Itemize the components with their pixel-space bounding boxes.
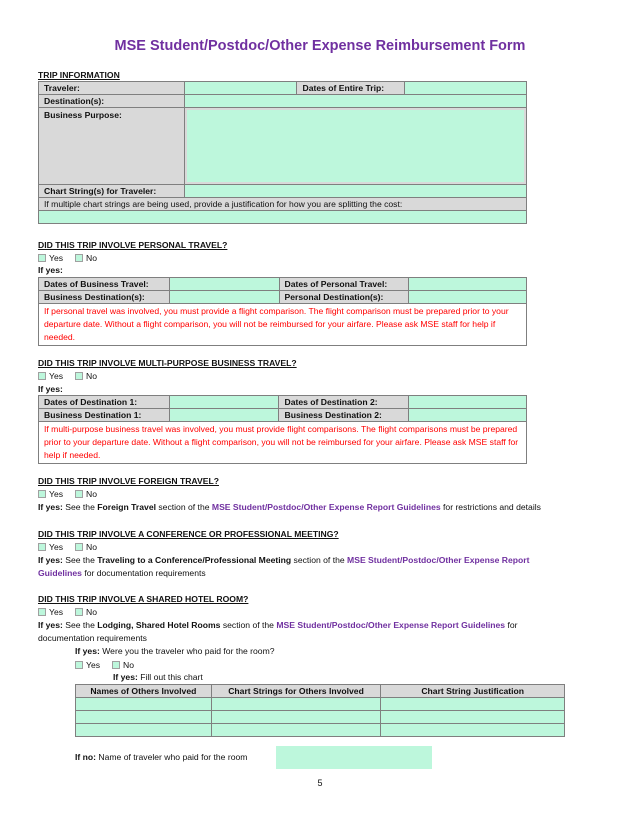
hotel-paid-question — [75, 645, 275, 658]
dates-entire-trip-field[interactable] — [405, 82, 527, 95]
business-dest1-label: Business Destination 1: — [39, 409, 170, 422]
yes-label: Yes — [86, 660, 101, 670]
checkbox-icon[interactable] — [75, 254, 83, 262]
no-label: No — [86, 489, 98, 499]
name-cell[interactable] — [76, 698, 212, 711]
foreign-instructions — [38, 501, 598, 514]
foreign-heading: DID THIS TRIP INVOLVE FOREIGN TRAVEL? — [38, 476, 219, 486]
business-dest2-label: Business Destination 2: — [279, 409, 409, 422]
hotel-chart-instruction — [113, 671, 203, 684]
text: See the — [62, 620, 98, 630]
dates-business-label: Dates of Business Travel: — [39, 278, 170, 291]
guidelines-link[interactable]: MSE Student/Postdoc/Other Expense Report Guidelines — [211, 502, 441, 512]
others-involved-table — [75, 684, 565, 737]
multi-purpose-no[interactable] — [75, 371, 97, 381]
personal-travel-no[interactable] — [75, 253, 97, 263]
hotel-yes[interactable] — [38, 607, 63, 617]
text: section of the — [291, 555, 348, 565]
foreign-options — [38, 489, 97, 499]
instruction-text: Fill out this chart — [137, 672, 203, 682]
chart-string-cell[interactable] — [211, 711, 381, 724]
section-name: Foreign Travel — [97, 502, 156, 512]
hotel-instructions — [38, 619, 568, 645]
no-label: No — [86, 253, 98, 263]
justification-cell[interactable] — [381, 698, 565, 711]
conference-instructions — [38, 554, 573, 580]
if-yes-label: If yes: — [75, 646, 100, 656]
conference-yes[interactable] — [38, 542, 63, 552]
personal-travel-options — [38, 253, 97, 263]
table-row — [76, 724, 565, 737]
text: for restrictions and details — [440, 502, 541, 512]
multi-purpose-heading: DID THIS TRIP INVOLVE MULTI-PURPOSE BUSINESS TRAVEL? — [38, 358, 297, 368]
checkbox-icon[interactable] — [75, 490, 83, 498]
justification-field[interactable] — [39, 211, 527, 224]
checkbox-icon[interactable] — [112, 661, 120, 669]
justification-prompt: If multiple chart strings are being used, provide a justification for how you are splitting the cost: — [39, 198, 527, 211]
checkbox-icon[interactable] — [38, 254, 46, 262]
trip-info-heading: TRIP INFORMATION — [38, 70, 120, 80]
chart-string-label: Chart String(s) for Traveler: — [39, 185, 185, 198]
business-purpose-field[interactable] — [187, 110, 524, 182]
page-number: 5 — [317, 778, 323, 788]
chart-string-cell[interactable] — [211, 698, 381, 711]
column-header-justification: Chart String Justification — [381, 685, 565, 698]
dates-entire-trip-label: Dates of Entire Trip: — [297, 82, 405, 95]
hotel-paid-yes[interactable] — [75, 660, 100, 670]
hotel-no[interactable] — [75, 607, 97, 617]
chart-string-cell[interactable] — [211, 724, 381, 737]
business-dest-label: Business Destination(s): — [39, 291, 170, 304]
hotel-paid-no[interactable] — [112, 660, 134, 670]
foreign-no[interactable] — [75, 489, 97, 499]
multi-if-yes: If yes: — [38, 384, 63, 394]
dates-dest2-label: Dates of Destination 2: — [279, 396, 409, 409]
checkbox-icon[interactable] — [75, 661, 83, 669]
justification-cell[interactable] — [381, 711, 565, 724]
personal-travel-heading: DID THIS TRIP INVOLVE PERSONAL TRAVEL? — [38, 240, 228, 250]
column-header-chart-strings: Chart Strings for Others Involved — [211, 685, 381, 698]
guidelines-link[interactable]: MSE Student/Postdoc/Other Expense Report Guidelines — [276, 620, 506, 630]
conference-no[interactable] — [75, 542, 97, 552]
dates-personal-field[interactable] — [409, 278, 527, 291]
table-row — [76, 698, 565, 711]
checkbox-icon[interactable] — [38, 543, 46, 551]
checkbox-icon[interactable] — [38, 608, 46, 616]
name-cell[interactable] — [76, 724, 212, 737]
traveler-field[interactable] — [184, 82, 297, 95]
if-yes-label: If yes: — [38, 555, 63, 565]
personal-dest-label: Personal Destination(s): — [279, 291, 409, 304]
traveler-label: Traveler: — [39, 82, 185, 95]
no-label: No — [86, 371, 98, 381]
name-cell[interactable] — [76, 711, 212, 724]
business-purpose-cell — [184, 108, 526, 185]
multi-purpose-yes[interactable] — [38, 371, 63, 381]
section-name: Traveling to a Conference/Professional Meeting — [97, 555, 292, 565]
personal-travel-yes[interactable] — [38, 253, 63, 263]
foreign-yes[interactable] — [38, 489, 63, 499]
multi-purpose-options — [38, 371, 97, 381]
column-header-names: Names of Others Involved — [76, 685, 212, 698]
no-label: No — [123, 660, 135, 670]
checkbox-icon[interactable] — [38, 490, 46, 498]
dates-dest2-field[interactable] — [409, 396, 527, 409]
yes-label: Yes — [49, 489, 64, 499]
text: See the — [62, 502, 98, 512]
personal-dest-field[interactable] — [409, 291, 527, 304]
justification-cell[interactable] — [381, 724, 565, 737]
dates-personal-label: Dates of Personal Travel: — [279, 278, 409, 291]
hotel-heading: DID THIS TRIP INVOLVE A SHARED HOTEL ROOM? — [38, 594, 249, 604]
if-yes-label: If yes: — [38, 620, 63, 630]
personal-if-yes: If yes: — [38, 265, 63, 275]
dates-business-field[interactable] — [169, 278, 279, 291]
conference-heading: DID THIS TRIP INVOLVE A CONFERENCE OR PROFESSIONAL MEETING? — [38, 529, 339, 539]
business-purpose-label: Business Purpose: — [39, 108, 185, 185]
destinations-field[interactable] — [184, 95, 526, 108]
business-dest1-field[interactable] — [169, 409, 279, 422]
question-text: Were you the traveler who paid for the room? — [99, 646, 275, 656]
destinations-label: Destination(s): — [39, 95, 185, 108]
text: for documentation requirements — [38, 620, 518, 643]
text: for documentation requirements — [81, 568, 206, 578]
text: See the — [62, 555, 98, 565]
yes-label: Yes — [49, 607, 64, 617]
no-label: No — [86, 542, 98, 552]
text: section of the — [156, 502, 212, 512]
multi-purpose-warning: If multi-purpose business travel was involved, you must provide flight comparisons. The flight comparisons must be prepared prior to your departure date. Without a flight comparison, you will not be reimbursed for your airfare. Please ask MSE staff for help if needed. — [39, 422, 527, 464]
hotel-options — [38, 607, 97, 617]
personal-travel-table — [38, 277, 527, 346]
business-dest-field[interactable] — [169, 291, 279, 304]
form-title: MSE Student/Postdoc/Other Expense Reimbursement Form — [114, 38, 526, 54]
checkbox-icon[interactable] — [38, 372, 46, 380]
business-dest2-field[interactable] — [409, 409, 527, 422]
multi-purpose-table — [38, 395, 527, 464]
dates-dest1-field[interactable] — [169, 396, 279, 409]
if-yes-label: If yes: — [113, 672, 138, 682]
prompt-text: Name of traveler who paid for the room — [96, 752, 248, 762]
hotel-paid-options — [75, 660, 134, 670]
yes-label: Yes — [49, 253, 64, 263]
checkbox-icon[interactable] — [75, 372, 83, 380]
guidelines-link[interactable]: MSE Student/Postdoc/Other Expense Report Guidelines — [38, 555, 530, 578]
trip-info-table — [38, 81, 527, 224]
if-no-label: If no: — [75, 752, 96, 762]
no-label: No — [86, 607, 98, 617]
yes-label: Yes — [49, 371, 64, 381]
payer-name-field[interactable] — [276, 746, 432, 769]
table-row — [76, 711, 565, 724]
conference-options — [38, 542, 97, 552]
text: section of the — [220, 620, 277, 630]
chart-string-field[interactable] — [184, 185, 526, 198]
dates-dest1-label: Dates of Destination 1: — [39, 396, 170, 409]
section-name: Lodging, Shared Hotel Rooms — [97, 620, 221, 630]
checkbox-icon[interactable] — [75, 608, 83, 616]
yes-label: Yes — [49, 542, 64, 552]
if-yes-label: If yes: — [38, 502, 63, 512]
personal-travel-warning: If personal travel was involved, you must provide a flight comparison. The flight comparison must be prepared prior to your departure date. Without a flight comparison, you will not be reimbursed for your airfare. Please ask MSE staff for help if needed. — [39, 304, 527, 346]
if-no-prompt — [75, 751, 247, 764]
checkbox-icon[interactable] — [75, 543, 83, 551]
